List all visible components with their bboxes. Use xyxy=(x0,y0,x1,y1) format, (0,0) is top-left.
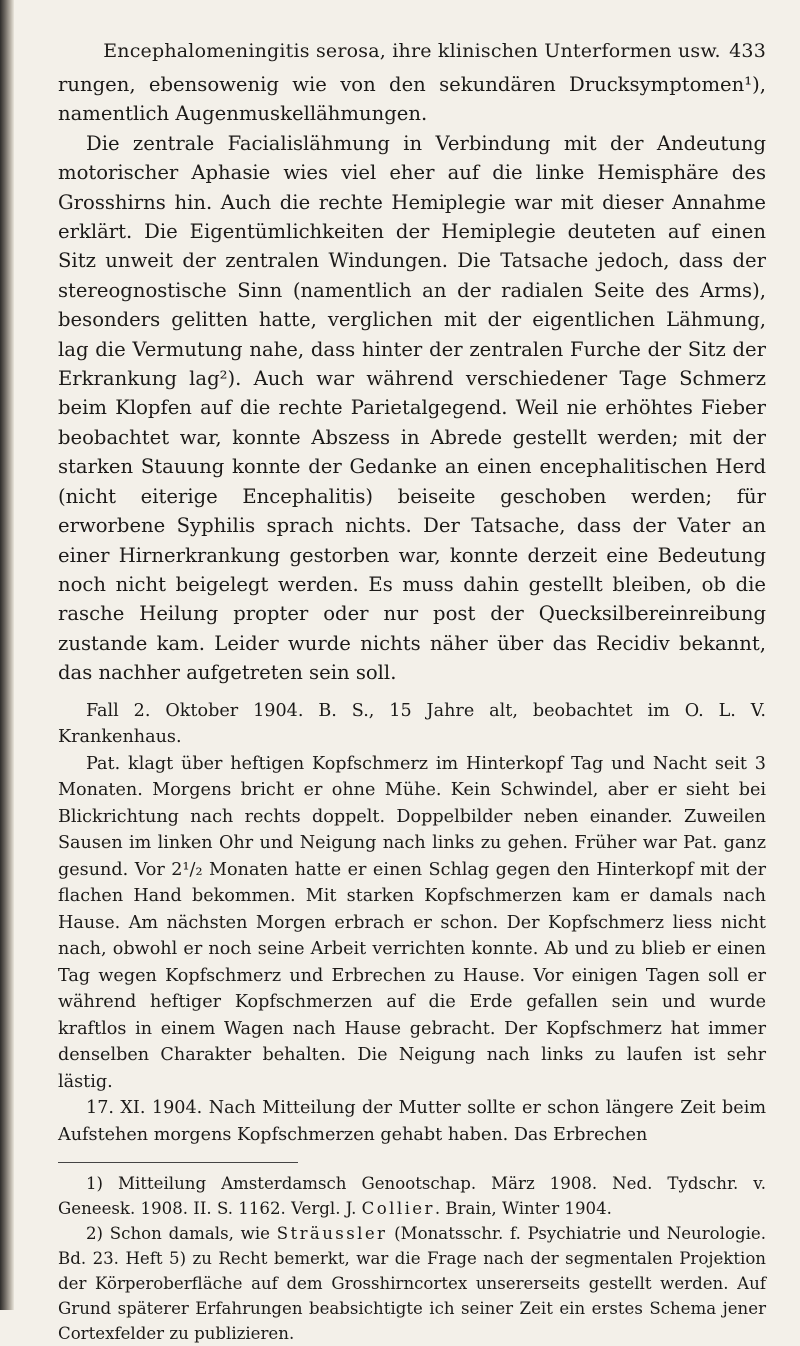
main-text xyxy=(58,70,766,688)
running-header xyxy=(58,40,766,70)
book-page xyxy=(58,40,766,1346)
page-number: 433 xyxy=(729,40,766,62)
footnote-2-text-b: (Monatsschr. f. Psychiatrie und Neurologie. Bd. 23. Heft 5) zu Recht bemerkt, war die Frage nach der segmentalen Projektion der Körperoberfläche auf dem Grosshirncortex unsererseits gestellt werden. Auf Grund späterer Erfahrungen beabsichtigte ich seiner Zeit ein erstes Schema jener Cortexfelder zu publizieren. xyxy=(58,1224,766,1344)
footnote-1-author: Collier xyxy=(361,1199,435,1219)
case-paragraph-2: Pat. klagt über heftigen Kopfschmerz im Hinterkopf Tag und Nacht seit 3 Monaten. Morgens bricht er ohne Mühe. Kein Schwindel, aber er sieht bei Blickrichtung nach rechts doppelt. Doppelbilder neben einander. Zuweilen Sausen im linken Ohr und Neigung nach links zu gehen. Früher war Pat. ganz gesund. Vor 2¹/₂ Monaten hatte er einen Schlag gegen den Hinterkopf mit der flachen Hand bekommen. Mit starken Kopfschmerzen kam er damals nach Hause. Am nächsten Morgen erbrach er schon. Der Kopfschmerz liess nicht nach, obwohl er noch seine Arbeit verrichten konnte. Ab und zu blieb er einen Tag wegen Kopfschmerz und Erbrechen zu Hause. Vor einigen Tagen soll er während heftiger Kopfschmerzen auf die Erde gefallen sein und wurde kraftlos in einem Wagen nach Hause gebracht. Der Kopfschmerz hat immer denselben Charakter behalten. Die Neigung nach links zu laufen ist sehr lästig. xyxy=(58,753,766,1092)
footnote-1 xyxy=(58,1171,766,1221)
footnote-2 xyxy=(58,1221,766,1346)
footnote-2-text-a: 2) Schon damals, wie xyxy=(86,1224,277,1244)
case-report xyxy=(58,698,766,1149)
footnotes xyxy=(58,1171,766,1346)
footnote-2-author: Sträussler xyxy=(276,1224,388,1244)
case-heading-paragraph: Fall 2. Oktober 1904. B. S., 15 Jahre alt, beobachtet im O. L. V. Krankenhaus. xyxy=(58,700,766,748)
case-paragraph-3: 17. XI. 1904. Nach Mitteilung der Mutter sollte er schon längere Zeit beim Aufstehen morgens Kopfschmerzen gehabt haben. Das Erbrechen xyxy=(58,1098,766,1145)
running-title: Encephalomeningitis serosa, ihre klinischen Unterformen usw. xyxy=(103,40,721,62)
page-binding-shadow xyxy=(0,0,14,1310)
paragraph-2: Die zentrale Facialislähmung in Verbindung mit der Andeutung motorischer Aphasie wies viel eher auf die linke Hemisphäre des Grosshirns hin. Auch die rechte Hemiplegie war mit dieser Annahme erklärt. Die Eigentümlichkeiten der Hemiplegie deuteten auf einen Sitz unweit der zentralen Windungen. Die Tatsache jedoch, dass der stereognostische Sinn (namentlich an der radialen Seite des Arms), besonders gelitten hatte, verglichen mit der eigentlichen Lähmung, lag die Vermutung nahe, dass hinter der zentralen Furche der Sitz der Erkrankung lag²). Auch war während verschiedener Tage Schmerz beim Klopfen auf die rechte Parietalgegend. Weil nie erhöhtes Fieber beobachtet war, konnte Abszess in Abrede gestellt werden; mit der starken Stauung konnte der Gedanke an einen encephalitischen Herd (nicht eiterige Encephalitis) beiseite geschoben werden; für erworbene Syphilis sprach nichts. Der Tatsache, dass der Vater an einer Hirnerkrankung gestorben war, konnte derzeit eine Bedeutung noch nicht beigelegt werden. Es muss dahin gestellt bleiben, ob die rasche Heilung propter oder nur post der Quecksilbereinreibung zustande kam. Leider wurde nichts näher über das Recidiv bekannt, das nachher aufgetreten sein soll. xyxy=(58,131,766,685)
paragraph-1: rungen, ebensowenig wie von den sekundären Drucksymptomen¹), namentlich Augenmuskellähmungen. xyxy=(58,73,766,126)
footnote-1-text-b: . Brain, Winter 1904. xyxy=(434,1199,612,1219)
footnote-rule xyxy=(58,1162,298,1163)
footnote-1-text-a: 1) Mitteilung Amsterdamsch Genootschap. März 1908. Ned. Tydschr. v. Geneesk. 1908. II. S. 1162. Vergl. J. xyxy=(58,1174,766,1219)
